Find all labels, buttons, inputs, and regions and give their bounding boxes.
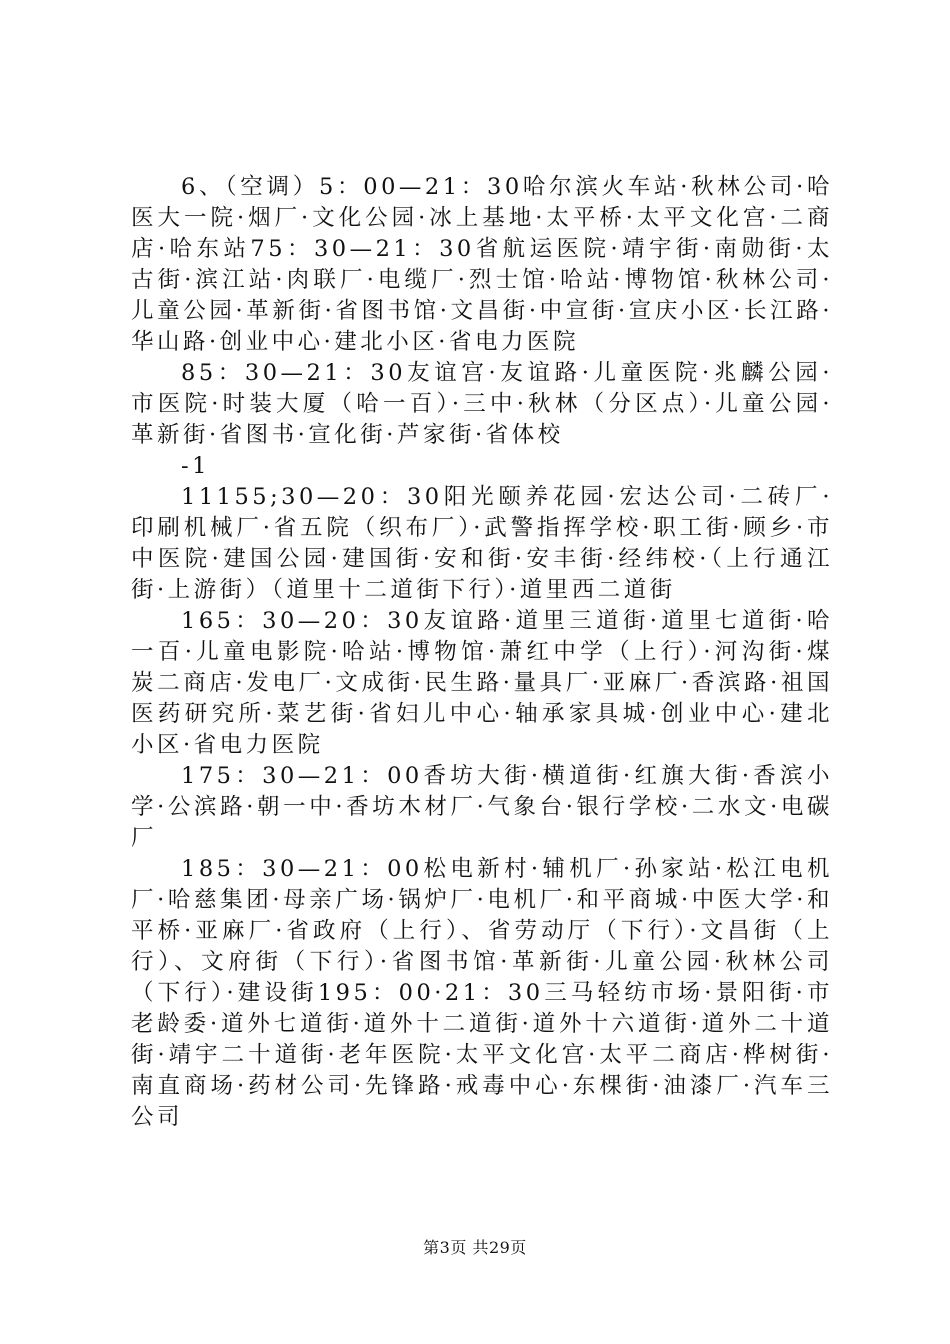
paragraph-page-marker: -1: [181, 453, 210, 479]
paragraph-route-17: 175：30—21：00香坊大街·横道街·红旗大街·香滨小学·公滨路·朝一中·香坊木材厂·气象台·银行学校·二水文·电碳厂: [131, 763, 833, 851]
page-footer: 第3页 共29页: [423, 1238, 527, 1257]
paragraph-route-11: 11155;30—20：30阳光颐养花园·宏达公司·二砖厂·印刷机械厂·省五院（织布厂）·武警指挥学校·职工街·顾乡·市中医院·建国公园·建国街·安和街·安丰街·经纬校·（上行通江街·上游街）（道里十二道街下行）·道里西二道街: [131, 484, 833, 603]
paragraph-route-18-19: 185：30—21：00松电新村·辅机厂·孙家站·松江电机厂·哈慈集团·母亲广场·锅炉厂·电机厂·和平商城·中医大学·和平桥·亚麻厂·省政府（上行）、省劳动厅（下行）·文昌街（上行）、文府街（下行）·省图书馆·革新街·儿童公园·秋林公司（下行）·建设街195：00·21：30三马轻纺市场·景阳街·市老龄委·道外七道街·道外十二道街·道外十六道街·道外二十道街·靖宇二十道街·老年医院·太平文化宫·太平二商店·桦树街·南直商场·药材公司·先锋路·戒毒中心·东棵街·油漆厂·汽车三公司: [131, 856, 833, 1130]
paragraph-route-16: 165：30—20：30友谊路·道里三道街·道里七道街·哈一百·儿童电影院·哈站·博物馆·萧红中学（上行）·河沟街·煤炭二商店·发电厂·文成街·民生路·量具厂·亚麻厂·香滨路·祖国医药研究所·菜艺街·省妇儿中心·轴承家具城·创业中心·建北小区·省电力医院: [131, 608, 833, 758]
paragraph-route-6: 6、（空调）5：00—21：30哈尔滨火车站·秋林公司·哈医大一院·烟厂·文化公园·冰上基地·太平桥·太平文化宫·二商店·哈东站75：30—21：30省航运医院·靖宇街·南勋街·太古街·滨江站·肉联厂·电缆厂·烈士馆·哈站·博物馆·秋林公司·儿童公园·革新街·省图书馆·文昌街·中宣街·宣庆小区·长江路·华山路·创业中心·建北小区·省电力医院: [131, 174, 833, 355]
paragraph-route-8: 85：30—21：30友谊宫·友谊路·儿童医院·兆麟公园·市医院·时装大厦（哈一百）·三中·秋林（分区点）·儿童公园·革新街·省图书·宣化街·芦家街·省体校: [131, 360, 833, 448]
document-body: [131, 172, 833, 1133]
